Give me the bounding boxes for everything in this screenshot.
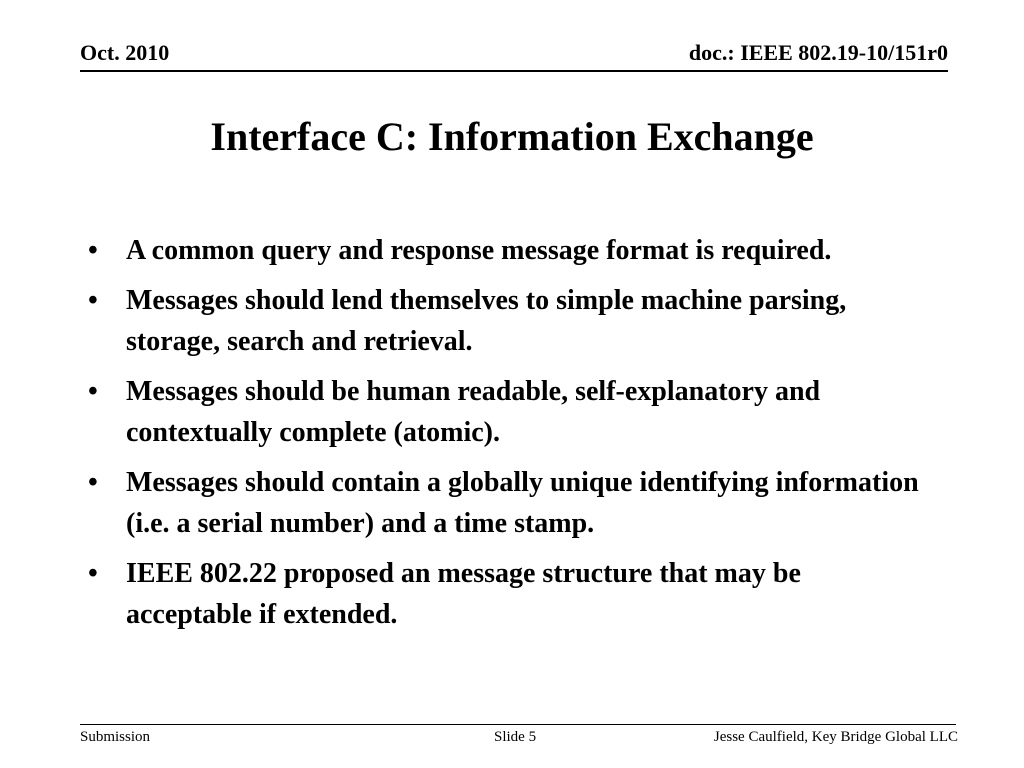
bullet-text: A common query and response message format is required. xyxy=(126,235,832,266)
bullet-item xyxy=(82,280,932,362)
bullet-item xyxy=(82,230,932,271)
footer-author: Jesse Caulfield, Key Bridge Global LLC xyxy=(713,729,958,745)
bullet-icon: • xyxy=(88,558,98,589)
footer-slide-number: Slide 5 xyxy=(494,729,537,745)
bullet-item xyxy=(82,371,932,453)
bullet-icon: • xyxy=(88,376,98,407)
bullet-list xyxy=(82,230,932,644)
bullet-item xyxy=(82,553,932,635)
bullet-text: IEEE 802.22 proposed an message structure that may be acceptable if extended. xyxy=(126,558,801,630)
slide-title: Interface C: Information Exchange xyxy=(210,114,814,159)
bullet-text: Messages should contain a globally unique identifying information (i.e. a serial number) and a time stamp. xyxy=(126,467,919,539)
footer-divider xyxy=(80,724,956,725)
bullet-icon: • xyxy=(88,467,98,498)
footer-submission: Submission xyxy=(80,729,151,745)
bullet-icon: • xyxy=(88,235,98,266)
bullet-item xyxy=(82,462,932,544)
bullet-text: Messages should be human readable, self-explanatory and contextually complete (atomic). xyxy=(126,376,821,448)
header-doc-id: doc.: IEEE 802.19-10/151r0 xyxy=(688,40,948,65)
slide-header xyxy=(80,40,948,72)
header-date: Oct. 2010 xyxy=(80,40,170,65)
bullet-icon: • xyxy=(88,285,98,316)
bullet-text: Messages should lend themselves to simple machine parsing, storage, search and retrieval. xyxy=(126,285,847,357)
